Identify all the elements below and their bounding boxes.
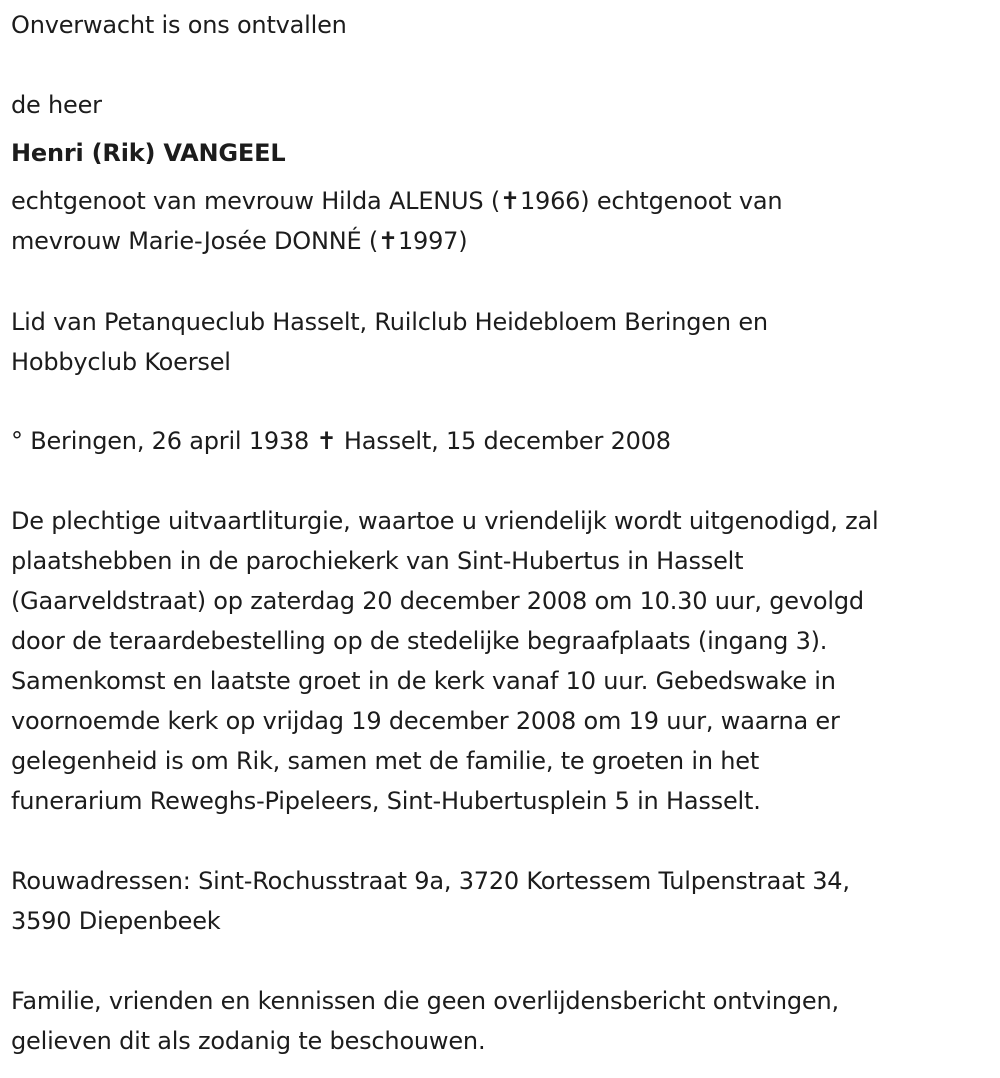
spouses-line-1 xyxy=(11,181,782,221)
ceremony-line-1: De plechtige uitvaartliturgie, waartoe u vriendelijk wordt uitgenodigd, zal xyxy=(11,507,879,535)
intro-text: Onverwacht is ons ontvallen xyxy=(11,11,347,39)
birth-text: ° Beringen, 26 april 1938 xyxy=(11,427,310,455)
deceased-name: Henri (Rik) VANGEEL xyxy=(11,139,286,167)
ceremony-line-2: plaatshebben in de parochiekerk van Sint-Hubertus in Hasselt xyxy=(11,547,744,575)
ceremony-line-7: gelegenheid is om Rik, samen met de familie, te groeten in het xyxy=(11,747,760,775)
spouse-2-text: mevrouw Marie-Josée DONNÉ ( xyxy=(11,227,379,255)
addresses-line-1: Rouwadressen: Sint-Rochusstraat 9a, 3720 Kortessem Tulpenstraat 34, xyxy=(11,867,850,895)
addresses-line-2: 3590 Diepenbeek xyxy=(11,907,221,935)
cross-icon: ✝ xyxy=(316,427,337,455)
cross-icon: ✝ xyxy=(378,227,398,255)
salutation: de heer xyxy=(11,91,102,119)
spouse-2-year-text: 1997) xyxy=(397,227,468,255)
spouse-1-text: echtgenoot van mevrouw Hilda ALENUS ( xyxy=(11,187,501,215)
cross-icon: ✝ xyxy=(500,187,520,215)
closing-line-2: gelieven dit als zodanig te beschouwen. xyxy=(11,1027,486,1055)
ceremony-line-8: funerarium Reweghs-Pipeleers, Sint-Hubertusplein 5 in Hasselt. xyxy=(11,787,761,815)
ceremony-line-4: door de teraardebestelling op de stedelijke begraafplaats (ingang 3). xyxy=(11,627,828,655)
closing-line-1: Familie, vrienden en kennissen die geen overlijdensbericht ontvingen, xyxy=(11,987,839,1015)
spouses-line-2 xyxy=(11,221,467,261)
spouse-1-year-text: 1966) echtgenoot van xyxy=(519,187,783,215)
birth-death-line xyxy=(11,421,671,461)
ceremony-line-6: voornoemde kerk op vrijdag 19 december 2008 om 19 uur, waarna er xyxy=(11,707,840,735)
ceremony-line-3: (Gaarveldstraat) op zaterdag 20 december 2008 om 10.30 uur, gevolgd xyxy=(11,587,864,615)
ceremony-line-5: Samenkomst en laatste groet in de kerk vanaf 10 uur. Gebedswake in xyxy=(11,667,836,695)
death-text: Hasselt, 15 december 2008 xyxy=(343,427,671,455)
memberships-line-2: Hobbyclub Koersel xyxy=(11,348,231,376)
memberships-line-1: Lid van Petanqueclub Hasselt, Ruilclub Heidebloem Beringen en xyxy=(11,308,768,336)
